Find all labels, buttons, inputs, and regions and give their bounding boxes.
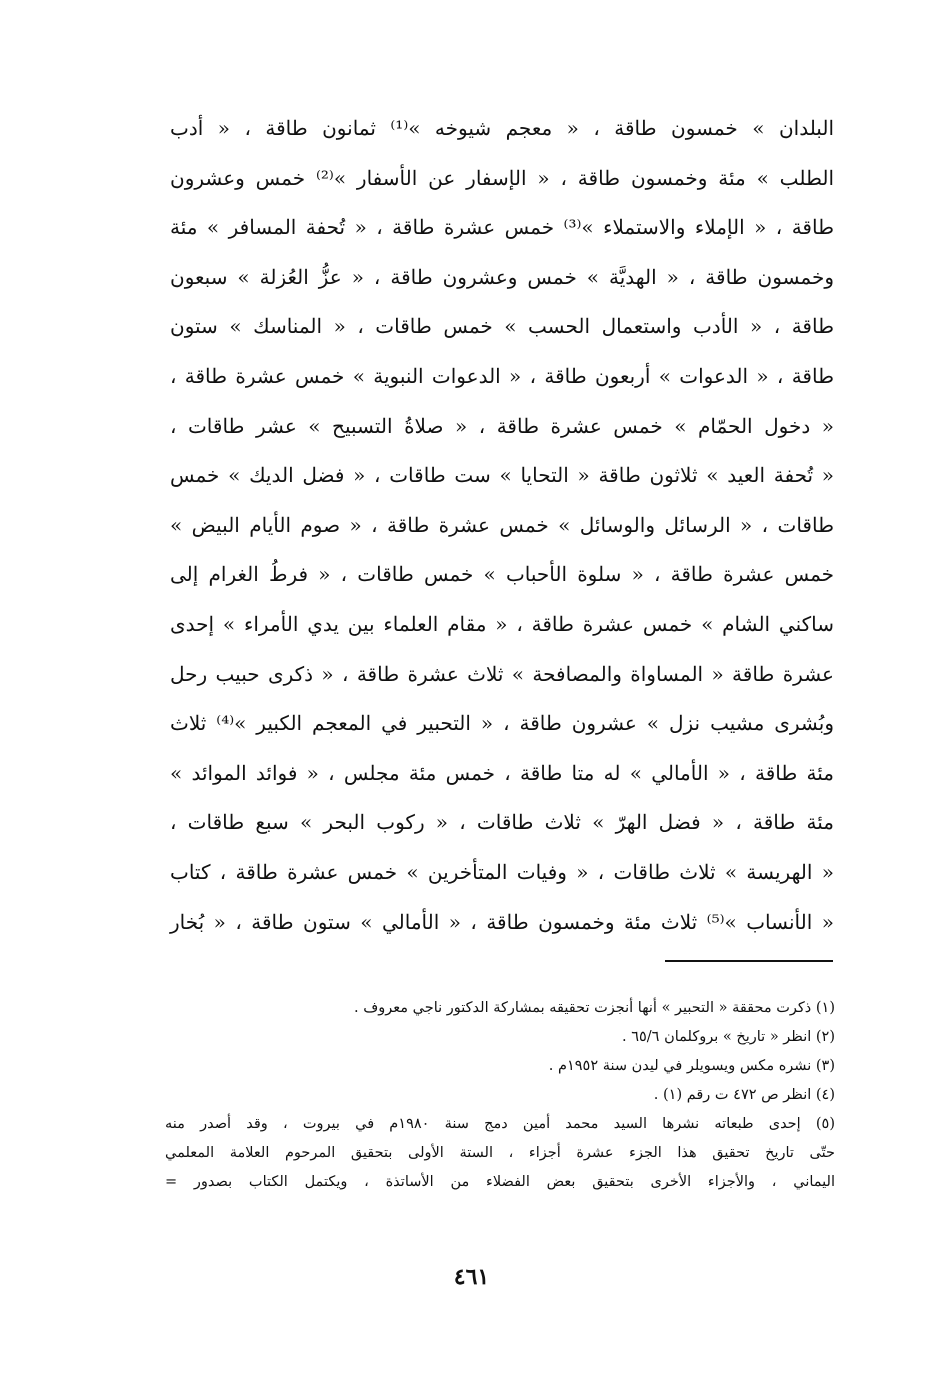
text-line: البلدان » خمسون طاقة ، « معجم شيوخه »⁽¹⁾ ثمانون طاقة ، « أدب [170, 116, 834, 140]
text-line: طاقة ، « الدعوات » أربعون طاقة ، « الدعوات النبوية » خمس عشرة طاقة ، [170, 363, 834, 388]
text-line: « دخول الحمّام » خمس عشرة طاقة ، « صلاةُ التسبيح » عشر طاقات ، [170, 413, 834, 438]
footnote-5: (٥) إحدى طبعاته نشرها السيد محمد أمين دمج سنة ١٩٨٠م في بيروت ، وقد أصدر منه [165, 1116, 835, 1132]
text-line: عشرة طاقة « المساواة والمصافحة » ثلاث عشرة طاقة ، « ذكرى حبيب رحل [170, 661, 834, 686]
footnote-4: (٤) انظر ص ٤٧٢ ت رقم (١) . [653, 1087, 835, 1103]
text-line: طاقة ، « الإملاء والاستملاء »⁽³⁾ خمس عشرة طاقة ، « تُحفة المسافر » مئة [170, 215, 834, 240]
text-line: وبُشرى مشيب نزل » عشرون طاقة ، « التحبير في المعجم الكبير »⁽⁴⁾ ثلاث [170, 711, 834, 736]
footnote-5-continuation: اليماني ، والأجزاء الأخرى بتحقيق بعض الفضلاء من الأساتذة ، ويكتمل الكتاب بصدور = [165, 1174, 835, 1190]
footnote-2: (٢) انظر « تاريخ » بروكلمان ٦٥/٦ . [622, 1029, 835, 1045]
footnote-separator [665, 960, 833, 962]
text-line: مئة طاقة ، « الأمالي » له متا طاقة ، خمس مئة مجلس ، « فوائد الموائد » [170, 760, 834, 785]
footnote-3: (٣) نشره مكس ويسويلر في ليدن سنة ١٩٥٢م . [548, 1058, 835, 1074]
text-line: « تُحفة العيد » ثلاثون طاقة « التحايا » ست طاقات ، « فضل الديك » خمس [170, 463, 834, 488]
text-line: طاقات ، « الرسائل والوسائل » خمس عشرة طاقة ، « صوم الأيام البيض » [170, 512, 834, 537]
text-line: مئة طاقة ، « فضل الهرّ » ثلاث طاقات ، « ركوب البحر » سبع طاقات ، [170, 810, 834, 835]
footnote-1: (١) ذكرت محققة « التحبير » أنها أنجزت تحقيقه بمشاركة الدكتور ناجي معروف . [354, 1000, 835, 1016]
text-line: « الهريسة » ثلاث طاقات ، « وفيات المتأخرين » خمس عشرة طاقة ، كتاب [170, 859, 834, 884]
page-number: ٤٦١ [453, 1264, 490, 1290]
text-line: « الأنساب »⁽⁵⁾ ثلاث مئة وخمسون طاقة ، « الأمالي » ستون طاقة ، « بُخار [170, 909, 834, 934]
footnotes-block [165, 994, 835, 1197]
text-line: الطلب » مئة وخمسون طاقة ، « الإسفار عن الأسفار »⁽²⁾ خمس وعشرون [170, 165, 834, 190]
text-line: خمس عشرة طاقة ، « سلوة الأحباب » خمس طاقات ، « فرطُ الغرام إلى [170, 562, 834, 587]
main-text-block [170, 104, 834, 947]
text-line: ساكني الشام » خمس عشرة طاقة ، « مقام العلماء بين يدي الأمراء » إحدى [170, 611, 834, 636]
footnote-5-continuation: حتّى تاريخ تحقيق هذا الجزء عشرة أجزاء ، الستة الأولى بتحقيق المرحوم العلامة المعلمي [165, 1145, 835, 1161]
text-line: طاقة ، « الأدب واستعمال الحسب » خمس طاقات ، « المناسك » ستون [170, 314, 834, 339]
text-line: وخمسون طاقة ، « الهديَّة » خمس وعشرون طاقة ، « عزُّ العُزلة » سبعون [170, 264, 834, 289]
